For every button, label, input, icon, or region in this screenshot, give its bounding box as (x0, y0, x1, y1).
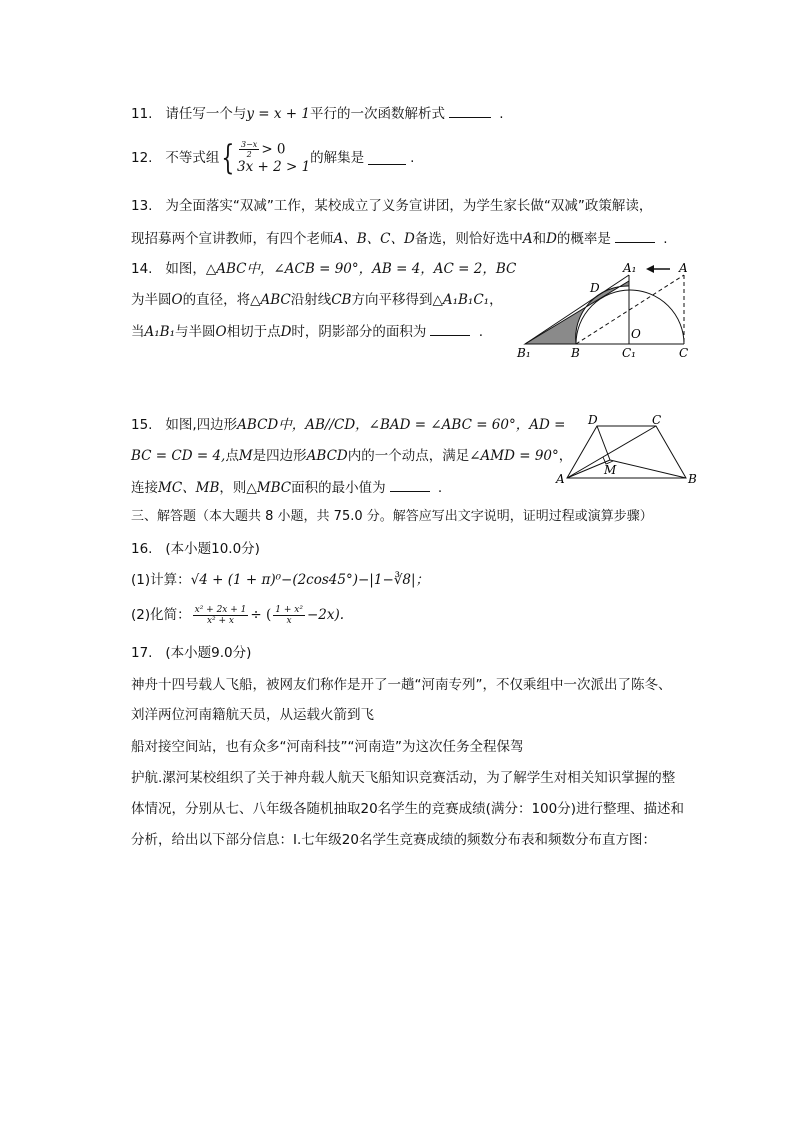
q15-line2-m: M (238, 448, 253, 464)
q14-figure (512, 258, 702, 360)
q13-end: . (663, 231, 668, 247)
q14-line2-tri2: △A₁B₁C₁ (432, 292, 490, 308)
q11-text-pre: 请任写一个与 (165, 106, 247, 122)
question-11 (131, 103, 504, 124)
q14-arrow-head-icon (646, 265, 654, 273)
q16-f2-denominator: x (286, 615, 292, 626)
q14-answer-blank[interactable] (430, 321, 470, 336)
q12-ineq1-numerator: 3−x (241, 140, 258, 149)
q14-line2-o: O (171, 292, 183, 308)
q11-number: 11. (131, 106, 153, 122)
question-17-header (131, 643, 251, 663)
q15-answer-blank[interactable] (390, 477, 430, 492)
q15-label-m: M (604, 463, 617, 477)
q15-label-c: C (652, 413, 662, 427)
q15-label-d: D (588, 413, 598, 427)
q14-line3-ab: A₁B₁ (144, 324, 175, 340)
q12-system (237, 140, 310, 175)
q12-brace-icon: { (221, 137, 235, 178)
q14-line2-pre: 为半圆 (131, 292, 172, 308)
q12-end: . (410, 149, 415, 166)
q16-number: 16. (131, 541, 153, 557)
q15-label-a: A (556, 472, 565, 486)
question-13-line-2 (131, 228, 668, 249)
q14-line3-post: 时，阴影部分的面积为 (291, 324, 427, 340)
q11-answer-blank[interactable] (449, 103, 491, 118)
q12-text-post: 的解集是 (310, 149, 365, 166)
q12-ineq2: 3x + 2 > 1 (237, 159, 311, 175)
q14-line3-d: D (280, 324, 292, 340)
q14-label-o: O (631, 327, 641, 341)
q14-line1-pre: 如图， (165, 261, 206, 277)
q16-part-2 (131, 603, 344, 627)
q17-header: (本小题9.0分) (165, 645, 252, 661)
q14-line2-mid3: 方向平移得到 (351, 292, 433, 308)
q12-text-pre: 不等式组 (165, 149, 220, 166)
q15-line2-angle: ∠AMD = 90° (469, 448, 559, 464)
q14-semicircle (576, 290, 684, 344)
q15-number: 15. (131, 417, 153, 433)
question-12 (131, 137, 415, 178)
q11-end: . (499, 106, 504, 122)
q16-p2-label: (2)化简： (131, 607, 191, 623)
q15-line2-abcd: ABCD (306, 448, 348, 464)
q11-formula: y = x + 1 (246, 106, 310, 122)
q15-line3-pre: 连接 (131, 480, 158, 496)
q15-line3-mc: MC、MB (158, 480, 220, 496)
q16-p1-label: (1)计算： (131, 572, 191, 588)
q16-f2-numerator: 1 + x² (275, 604, 303, 615)
q14-number: 14. (131, 261, 153, 277)
q12-ineq1-denominator: 2 (246, 150, 252, 159)
question-15-line-1 (131, 415, 565, 435)
q14-label-d: D (590, 281, 600, 295)
q14-line3-mid: 与半圆 (175, 324, 216, 340)
q16-p1-math: √4 + (1 + π)⁰−(2cos45°)−|1−∛8|； (190, 572, 429, 588)
q15-line2-mid2: 内的一个动点，满足 (347, 448, 470, 464)
q13-line2-mid: 备选，则恰好选中 (414, 231, 523, 247)
q14-label-b: B (571, 346, 580, 360)
q16-p2-div: ÷ ( (250, 607, 272, 623)
q14-line2-tri: △ABC (250, 292, 291, 308)
q14-line3-mid2: 相切于点 (226, 324, 281, 340)
q14-line3-o: O (215, 324, 227, 340)
question-14-line-3 (131, 321, 483, 342)
q14-label-b1: B₁ (517, 346, 531, 360)
q16-p2-tail: −2x). (306, 607, 345, 623)
q16-header: (本小题10.0分) (165, 541, 260, 557)
q17-line-5: 体情况，分别从七、八年级各随机抽取20名学生的竞赛成绩(满分：100分)进行整理、描述和 (131, 801, 684, 817)
q17-number: 17. (131, 645, 153, 661)
q14-line2-mid2: 沿射线 (290, 292, 332, 308)
q15-end: . (437, 480, 443, 496)
q17-line-2: 刘洋两位河南籍航天员，从运载火箭到飞 (131, 707, 374, 723)
q14-line3-pre: 当 (131, 324, 145, 340)
q13-line1: 为全面落实“双减”工作，某校成立了义务宣讲团，为学生家长做“双减”政策解读， (165, 198, 653, 214)
q13-line2-post: 的概率是 (556, 231, 611, 247)
q14-end: . (478, 324, 483, 340)
question-15-line-2 (131, 446, 572, 466)
q14-line1-math: △ABC中，∠ACB = 90°，AB = 4，AC = 2，BC (205, 261, 517, 277)
q13-letters: A、B、C、D (333, 231, 415, 247)
question-14-line-2 (131, 290, 503, 310)
q13-letter-a: A (522, 231, 533, 247)
q15-segment-dm (597, 426, 610, 460)
q17-line-1: 神舟十四号载人飞船，被网友们称作是开了一趟“河南专列”，不仅乘组中一次派出了陈冬、 (131, 677, 672, 693)
q14-line2-end: ， (489, 292, 503, 308)
q17-line-4: 护航.漯河某校组织了关于神舟载人航天飞船知识竞赛活动，为了解学生对相关知识掌握的整 (131, 770, 676, 786)
q16-f1-numerator: x² + 2x + 1 (194, 604, 247, 615)
q14-label-c: C (679, 346, 689, 360)
q11-text-post: 平行的一次函数解析式 (309, 106, 445, 122)
question-15-line-3 (131, 477, 442, 498)
q16-part-1 (131, 570, 429, 590)
q14-line2-cb: CB (331, 292, 352, 308)
q12-number: 12. (131, 149, 153, 166)
q17-line-3: 船对接空间站，也有众多“河南科技”“河南造”为这次任务全程保驾 (131, 739, 524, 755)
q13-number: 13. (131, 198, 153, 214)
q15-line3-mid: ，则 (219, 480, 247, 496)
q14-label-c1: C₁ (622, 346, 636, 360)
q15-line3-post: 面积的最小值为 (291, 480, 386, 496)
q15-line2-pre: 点 (225, 448, 239, 464)
q15-line1-math: ABCD中，AB//CD，∠BAD = ∠ABC = 60°，AD = (237, 417, 566, 433)
q14-line2-mid: 的直径，将 (182, 292, 251, 308)
q15-line2-math: BC = CD = 4, (131, 448, 226, 464)
q15-line2-end: ， (558, 448, 573, 464)
question-14-line-1 (131, 259, 516, 279)
q15-line3-tri: △MBC (246, 480, 292, 496)
q13-letter-d: D (546, 231, 557, 247)
q12-answer-blank[interactable] (368, 150, 406, 165)
q15-figure (552, 412, 702, 488)
q16-f1-denominator: x² + x (206, 615, 235, 626)
section-3-heading: 三、解答题（本大题共 8 小题，共 75.0 分。解答应写出文字说明，证明过程或演算步骤） (131, 509, 653, 524)
q14-label-a: A (679, 261, 688, 275)
q17-line-6: 分析，给出以下部分信息：Ⅰ.七年级20名学生竞赛成绩的频数分布表和频数分布直方图： (131, 832, 656, 848)
q15-label-b: B (688, 472, 697, 486)
q14-label-a1: A₁ (623, 261, 637, 275)
q13-answer-blank[interactable] (615, 228, 655, 243)
q12-ineq1-rest: > 0 (261, 141, 286, 158)
q15-line1-pre: 如图,四边形 (165, 417, 238, 433)
q13-and: 和 (532, 231, 547, 247)
question-16-header (131, 539, 260, 559)
q15-line2-mid: 是四边形 (252, 448, 307, 464)
question-13-line-1 (131, 196, 652, 216)
q15-segment-mb (610, 460, 686, 478)
q13-line2-pre: 现招募两个宣讲教师，有四个老师 (131, 231, 334, 247)
